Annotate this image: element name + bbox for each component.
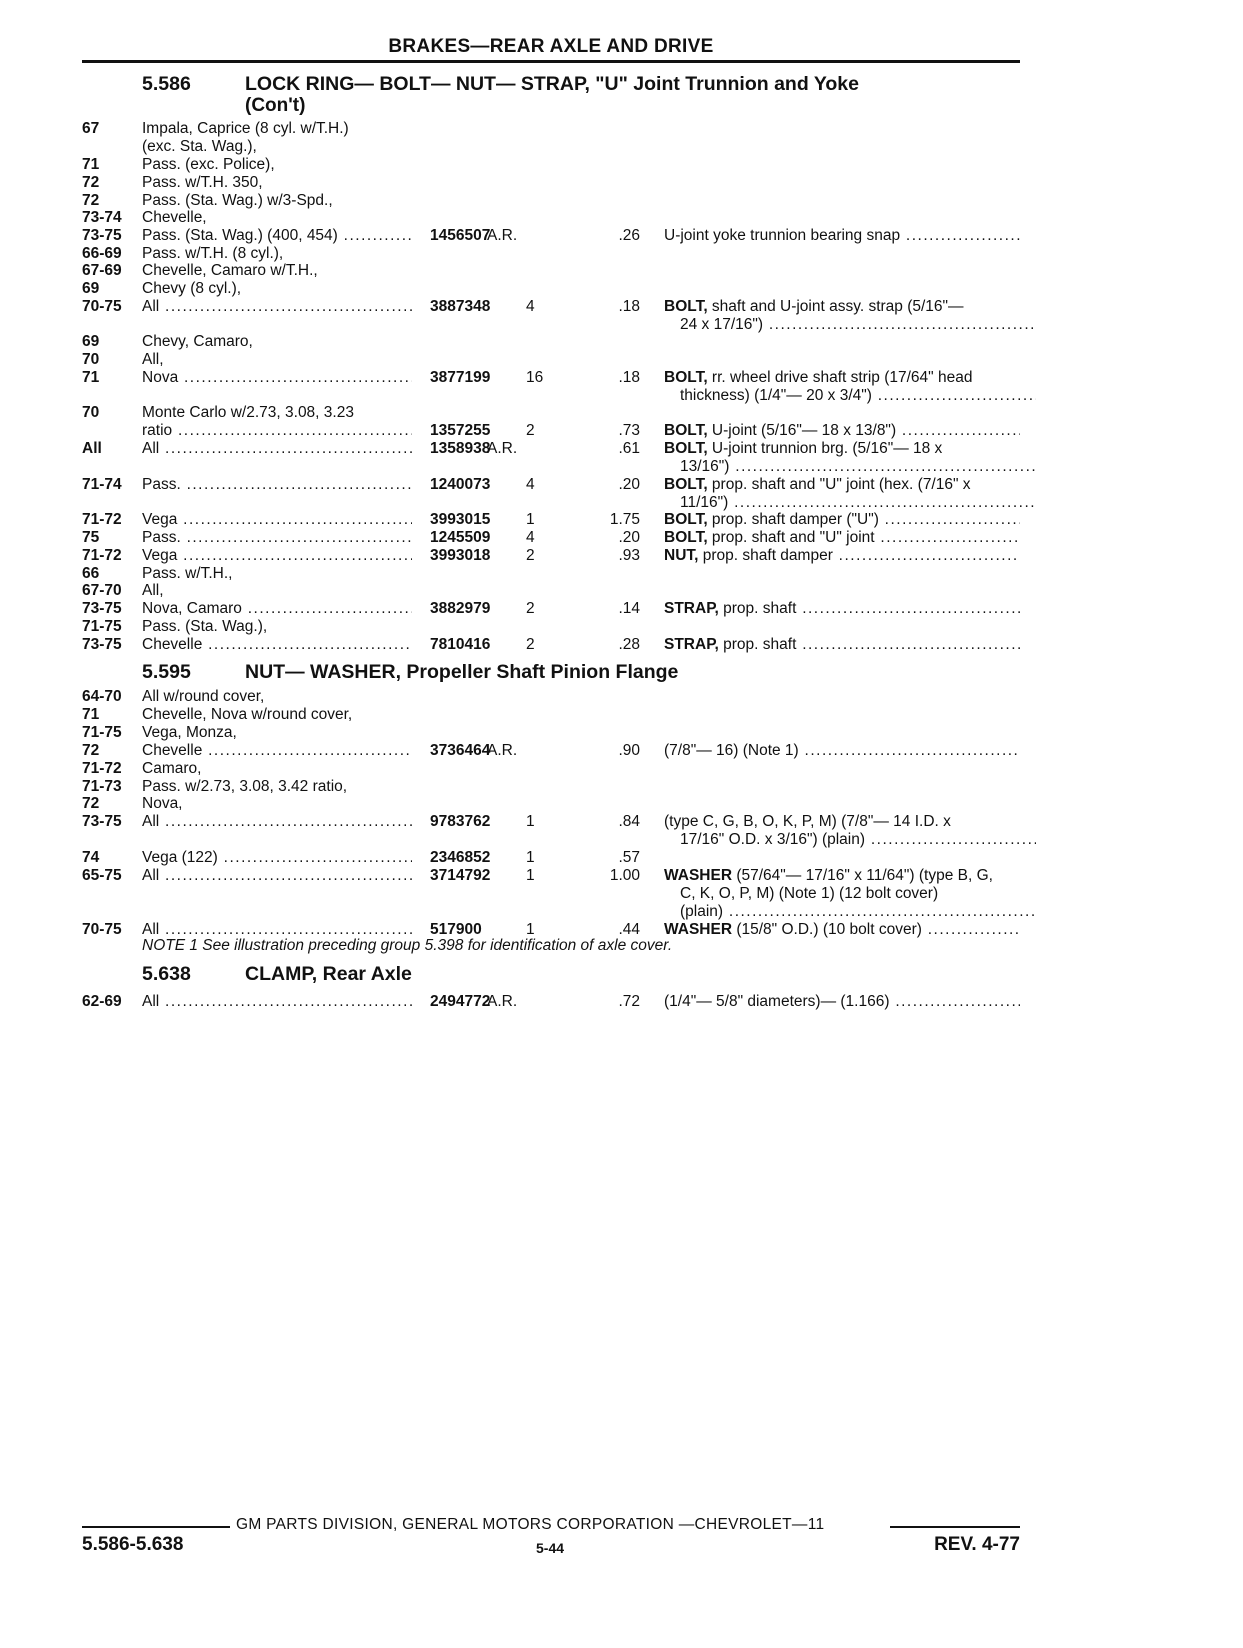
model-years: 62-69	[82, 993, 122, 1010]
item-spec: shaft and U-joint assy. strap (5/16"—	[707, 298, 964, 315]
table-row	[0, 903, 1243, 921]
model-years: 73-74	[82, 209, 122, 226]
model-years: 71-73	[82, 778, 122, 795]
model-years: 71-74	[82, 476, 122, 493]
part-description	[664, 511, 1020, 529]
part-description	[680, 316, 1036, 334]
item-name: BOLT,	[664, 369, 708, 386]
table-row	[0, 245, 1243, 263]
quantity: 16	[526, 369, 544, 386]
application: (exc. Sta. Wag.),	[142, 138, 257, 155]
part-number: 1358938	[430, 440, 491, 457]
model-years: 66	[82, 565, 100, 582]
list-price: 1.00	[609, 867, 640, 884]
item-name: STRAP,	[664, 600, 719, 617]
quantity: 1	[526, 849, 535, 866]
application: Pass. (Sta. Wag.) (400, 454) .....	[142, 227, 412, 245]
model-years: 73-75	[82, 227, 122, 244]
table-row	[0, 458, 1243, 476]
application: Vega (122) .....	[142, 849, 412, 867]
item-name: WASHER	[664, 867, 733, 884]
item-spec: (type C, G, B, O, K, P, M) (7/8"— 14 I.D. x	[664, 813, 951, 830]
table-row	[0, 742, 1243, 760]
table-row	[0, 778, 1243, 796]
application: All .....	[142, 867, 412, 885]
application: All,	[142, 582, 164, 599]
part-number: 3887348	[430, 298, 491, 315]
quantity: A.R.	[487, 227, 518, 244]
section-title: NUT— WASHER, Propeller Shaft Pinion Flange	[245, 661, 679, 683]
item-name: STRAP,	[664, 636, 719, 653]
application: Chevelle,	[142, 209, 207, 226]
application: Vega, Monza,	[142, 724, 237, 741]
quantity: A.R.	[487, 742, 518, 759]
item-spec: U-joint (5/16"— 18 x 13/8")	[707, 422, 897, 439]
item-spec: prop. shaft	[718, 636, 797, 653]
table-row	[0, 227, 1243, 245]
part-number: 517900	[430, 921, 482, 938]
list-price: .61	[618, 440, 640, 457]
item-spec: prop. shaft	[718, 600, 797, 617]
part-description	[664, 921, 1020, 939]
part-description	[680, 458, 1036, 476]
application: Pass. .....	[142, 529, 412, 547]
part-number: 3993018	[430, 547, 491, 564]
model-years: 67-69	[82, 262, 122, 279]
part-description	[664, 993, 1020, 1011]
table-row	[0, 494, 1243, 512]
model-years: 72	[82, 742, 100, 759]
quantity: 1	[526, 813, 535, 830]
table-row	[0, 831, 1243, 849]
table-row	[0, 333, 1243, 351]
table-row	[0, 529, 1243, 547]
model-years: 73-75	[82, 636, 122, 653]
table-row	[0, 688, 1243, 706]
list-price: .57	[618, 849, 640, 866]
item-spec: thickness) (1/4"— 20 x 3/4")	[680, 387, 872, 404]
table-row	[0, 993, 1243, 1011]
model-years: 71-75	[82, 724, 122, 741]
model-years: 72	[82, 174, 100, 191]
application: All .....	[142, 813, 412, 831]
application: Chevy, Camaro,	[142, 333, 253, 350]
table-row	[0, 422, 1243, 440]
part-description	[680, 494, 1036, 512]
part-number: 2346852	[430, 849, 491, 866]
list-price: .18	[618, 298, 640, 315]
application: Pass. w/T.H.,	[142, 565, 233, 582]
part-description	[664, 742, 1020, 760]
application: Chevelle .....	[142, 742, 412, 760]
application: All .....	[142, 298, 412, 316]
item-spec: 17/16" O.D. x 3/16") (plain)	[680, 831, 866, 848]
footer-rule-left	[82, 1526, 230, 1528]
footer-rule-right	[890, 1526, 1020, 1528]
list-price: .18	[618, 369, 640, 386]
part-description	[680, 885, 1036, 903]
quantity: 2	[526, 636, 535, 653]
quantity: A.R.	[487, 440, 518, 457]
model-years: 74	[82, 849, 100, 866]
application: Nova,	[142, 795, 183, 812]
model-years: 72	[82, 795, 100, 812]
quantity: 2	[526, 422, 535, 439]
application: Chevy (8 cyl.),	[142, 280, 242, 297]
model-years: 71-72	[82, 511, 122, 528]
list-price: .44	[618, 921, 640, 938]
model-years: 69	[82, 333, 100, 350]
table-row	[0, 476, 1243, 494]
item-spec: C, K, O, P, M) (Note 1) (12 bolt cover)	[680, 885, 939, 902]
item-spec: prop. shaft damper ("U")	[707, 511, 879, 528]
header-rule	[82, 60, 1020, 63]
model-years: 71	[82, 369, 100, 386]
list-price: .93	[618, 547, 640, 564]
table-row	[0, 351, 1243, 369]
page-header: BRAKES—REAR AXLE AND DRIVE	[388, 36, 714, 57]
item-name: BOLT,	[664, 298, 708, 315]
footnote: NOTE 1 See illustration preceding group 5.398 for identification of axle cover.	[142, 937, 673, 954]
table-row	[0, 706, 1243, 724]
table-row	[0, 369, 1243, 387]
application: Vega .....	[142, 511, 412, 529]
model-years: All	[82, 440, 102, 457]
table-row	[0, 138, 1243, 156]
part-number: 1357255	[430, 422, 491, 439]
part-description	[664, 298, 1020, 316]
part-description	[664, 867, 1020, 885]
table-row	[0, 209, 1243, 227]
table-row	[0, 404, 1243, 422]
table-row	[0, 618, 1243, 636]
item-spec: U-joint yoke trunnion bearing snap	[664, 227, 901, 244]
section-number: 5.638	[142, 963, 191, 985]
quantity: 1	[526, 921, 535, 938]
part-description	[664, 636, 1020, 654]
model-years: 70-75	[82, 298, 122, 315]
model-years: 71-75	[82, 618, 122, 635]
item-name: BOLT,	[664, 529, 708, 546]
application: Camaro,	[142, 760, 202, 777]
table-row	[0, 440, 1243, 458]
quantity: 2	[526, 547, 535, 564]
table-row	[0, 262, 1243, 280]
quantity: 4	[526, 298, 535, 315]
item-spec: prop. shaft and "U" joint	[707, 529, 875, 546]
part-description	[664, 813, 1020, 831]
model-years: 75	[82, 529, 100, 546]
table-row	[0, 636, 1243, 654]
part-number: 3736464	[430, 742, 491, 759]
part-description	[680, 387, 1036, 405]
application: Nova .....	[142, 369, 412, 387]
section-number: 5.595	[142, 661, 191, 683]
item-spec: 13/16")	[680, 458, 730, 475]
item-spec: prop. shaft and "U" joint (hex. (7/16" x	[707, 476, 971, 493]
application: All w/round cover,	[142, 688, 265, 705]
footer-revision: REV. 4-77	[934, 1534, 1020, 1555]
part-description	[664, 476, 1020, 494]
model-years: 67	[82, 120, 100, 137]
list-price: .73	[618, 422, 640, 439]
list-price: .28	[618, 636, 640, 653]
quantity: A.R.	[487, 993, 518, 1010]
part-description	[664, 227, 1020, 245]
list-price: .14	[618, 600, 640, 617]
item-name: NUT,	[664, 547, 699, 564]
section-heading-5595	[142, 661, 678, 684]
table-row	[0, 795, 1243, 813]
footer-publisher: GM PARTS DIVISION, GENERAL MOTORS CORPORATION —CHEVROLET—11	[236, 1516, 825, 1533]
part-number: 1245509	[430, 529, 491, 546]
part-number: 1240073	[430, 476, 491, 493]
list-price: .90	[618, 742, 640, 759]
application: Pass. w/2.73, 3.08, 3.42 ratio,	[142, 778, 348, 795]
application: Chevelle, Camaro w/T.H.,	[142, 262, 318, 279]
item-spec: U-joint trunnion brg. (5/16"— 18 x	[707, 440, 943, 457]
part-number: 9783762	[430, 813, 491, 830]
model-years: 71-72	[82, 547, 122, 564]
model-years: 70	[82, 351, 100, 368]
table-row	[0, 565, 1243, 583]
list-price: .20	[618, 529, 640, 546]
item-spec: (plain)	[680, 903, 724, 920]
part-number: 3882979	[430, 600, 491, 617]
table-row	[0, 120, 1243, 138]
table-row	[0, 511, 1243, 529]
list-price: .20	[618, 476, 640, 493]
part-description	[664, 529, 1020, 547]
part-number: 3993015	[430, 511, 491, 528]
application: Pass. w/T.H. 350,	[142, 174, 263, 191]
item-spec: (1/4"— 5/8" diameters)— (1.166)	[664, 993, 890, 1010]
part-description	[664, 600, 1020, 618]
part-number: 2494772	[430, 993, 491, 1010]
table-row	[0, 547, 1243, 565]
application: All .....	[142, 921, 412, 939]
part-description	[664, 422, 1020, 440]
model-years: 69	[82, 280, 100, 297]
item-name: BOLT,	[664, 422, 708, 439]
table-row	[0, 192, 1243, 210]
part-description	[680, 903, 1036, 921]
model-years: 70	[82, 404, 100, 421]
part-number: 7810416	[430, 636, 491, 653]
model-years: 64-70	[82, 688, 122, 705]
list-price: .72	[618, 993, 640, 1010]
model-years: 65-75	[82, 867, 122, 884]
application: ratio .....	[142, 422, 412, 440]
table-row	[0, 156, 1243, 174]
quantity: 2	[526, 600, 535, 617]
item-spec: (15/8" O.D.) (10 bolt cover)	[732, 921, 922, 938]
section-continued: (Con't)	[245, 95, 306, 116]
item-spec: 11/16")	[680, 494, 729, 511]
application: All .....	[142, 993, 412, 1011]
item-name: BOLT,	[664, 476, 708, 493]
item-spec: rr. wheel drive shaft strip (17/64" head	[707, 369, 973, 386]
item-name: BOLT,	[664, 440, 708, 457]
application: Chevelle, Nova w/round cover,	[142, 706, 353, 723]
quantity: 1	[526, 867, 535, 884]
table-row	[0, 582, 1243, 600]
part-description	[664, 547, 1020, 565]
part-number: 1456507	[430, 227, 491, 244]
model-years: 73-75	[82, 600, 122, 617]
model-years: 71	[82, 706, 100, 723]
model-years: 66-69	[82, 245, 122, 262]
table-row	[0, 387, 1243, 405]
table-row	[0, 813, 1243, 831]
application: Pass. .....	[142, 476, 412, 494]
application: Pass. (Sta. Wag.),	[142, 618, 268, 635]
item-spec: 24 x 17/16")	[680, 316, 764, 333]
application: Monte Carlo w/2.73, 3.08, 3.23	[142, 404, 354, 421]
item-name: WASHER	[664, 921, 733, 938]
table-row	[0, 867, 1243, 885]
model-years: 71-72	[82, 760, 122, 777]
item-spec: (57/64"— 17/16" x 11/64") (type B, G,	[732, 867, 993, 884]
table-row	[0, 280, 1243, 298]
part-description	[680, 831, 1036, 849]
table-row	[0, 298, 1243, 316]
part-description	[664, 369, 1020, 387]
application: All,	[142, 351, 164, 368]
application: Pass. (exc. Police),	[142, 156, 275, 173]
table-row	[0, 885, 1243, 903]
footer-page-number: 5-44	[536, 1540, 565, 1556]
section-number: 5.586	[142, 73, 191, 95]
table-row	[0, 600, 1243, 618]
item-name: BOLT,	[664, 511, 708, 528]
section-title: LOCK RING— BOLT— NUT— STRAP, "U" Joint Trunnion and Yoke	[245, 73, 859, 95]
application: Nova, Camaro .....	[142, 600, 412, 618]
model-years: 72	[82, 192, 100, 209]
section-title: CLAMP, Rear Axle	[245, 963, 412, 985]
model-years: 73-75	[82, 813, 122, 830]
section-heading-5638	[142, 963, 412, 986]
application: Vega .....	[142, 547, 412, 565]
table-row	[0, 849, 1243, 867]
model-years: 67-70	[82, 582, 122, 599]
section-heading-5586	[142, 73, 859, 96]
item-spec: prop. shaft damper	[698, 547, 833, 564]
table-row	[0, 316, 1243, 334]
list-price: 1.75	[609, 511, 640, 528]
part-number: 3714792	[430, 867, 491, 884]
part-description	[664, 440, 1020, 458]
item-spec: (7/8"— 16) (Note 1)	[664, 742, 799, 759]
application: Pass. (Sta. Wag.) w/3-Spd.,	[142, 192, 333, 209]
application: Pass. w/T.H. (8 cyl.),	[142, 245, 284, 262]
model-years: 70-75	[82, 921, 122, 938]
application: Chevelle .....	[142, 636, 412, 654]
footer-group-range: 5.586-5.638	[82, 1534, 184, 1555]
table-row	[0, 724, 1243, 742]
quantity: 4	[526, 476, 535, 493]
application: Impala, Caprice (8 cyl. w/T.H.)	[142, 120, 349, 137]
list-price: .84	[618, 813, 640, 830]
quantity: 1	[526, 511, 535, 528]
table-row	[0, 174, 1243, 192]
application: All .....	[142, 440, 412, 458]
table-row	[0, 760, 1243, 778]
list-price: .26	[618, 227, 640, 244]
model-years: 71	[82, 156, 100, 173]
quantity: 4	[526, 529, 535, 546]
part-number: 3877199	[430, 369, 491, 386]
